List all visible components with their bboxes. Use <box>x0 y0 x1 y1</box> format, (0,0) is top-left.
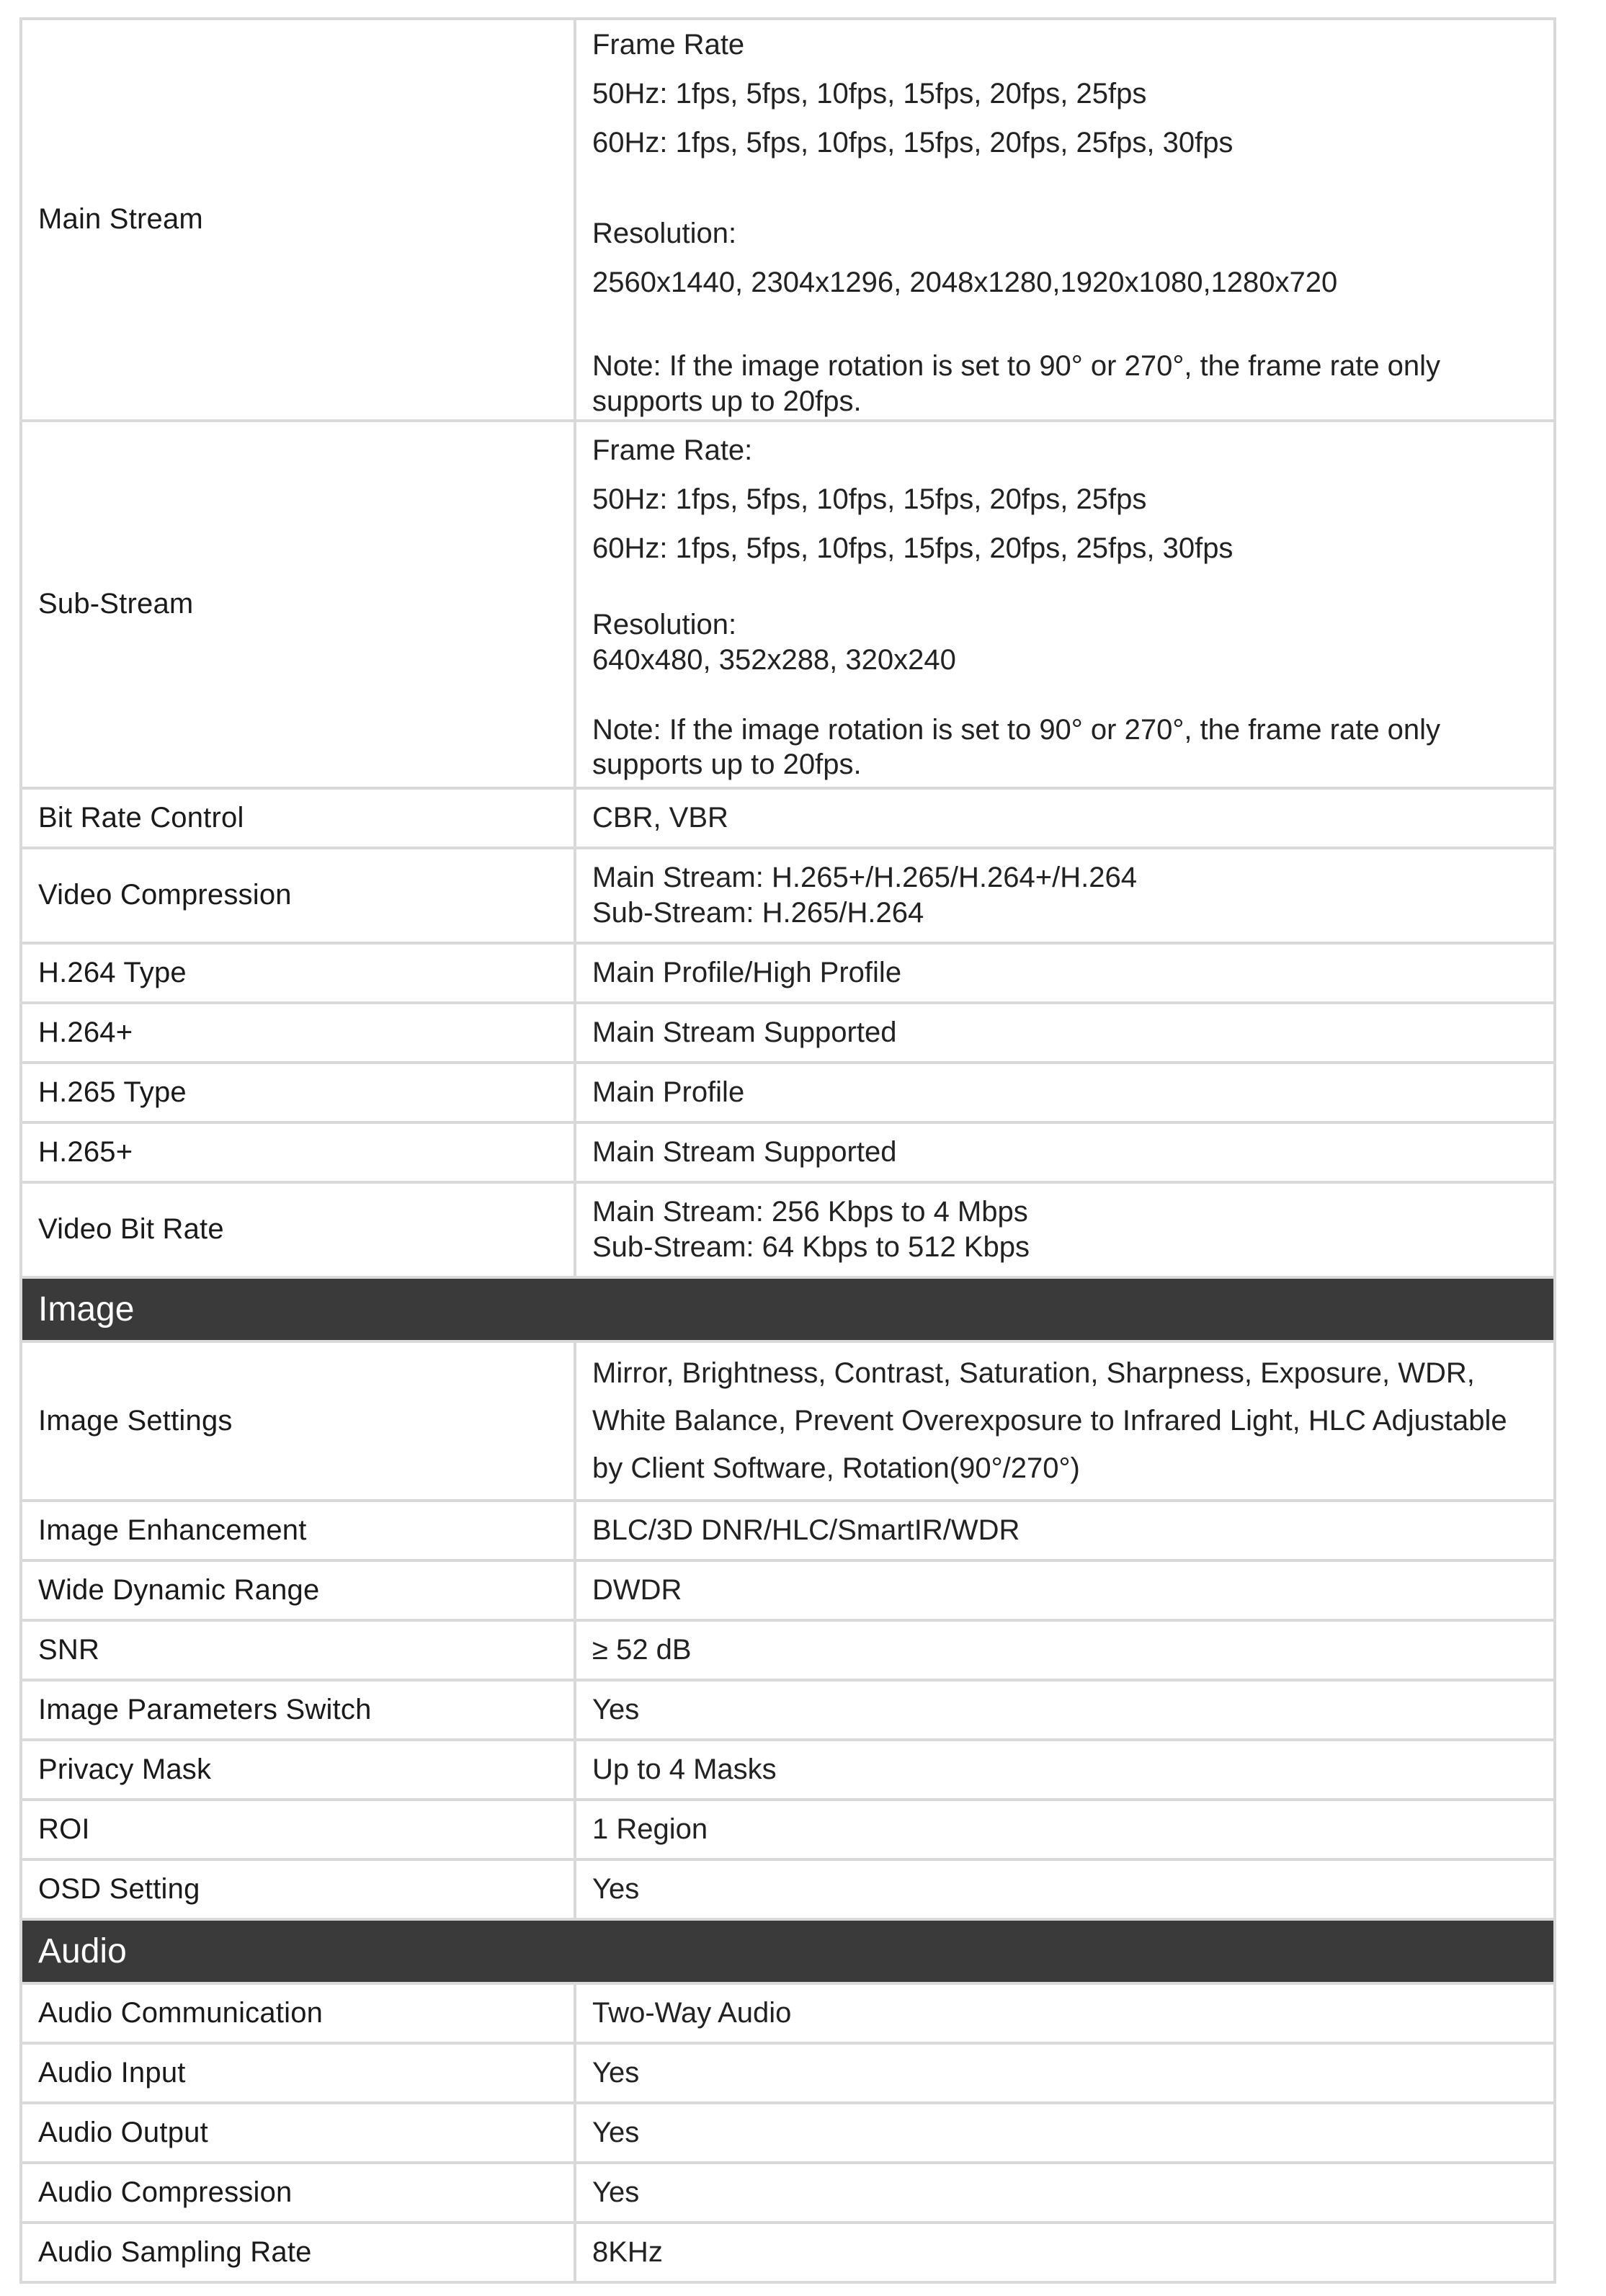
spec-value-line: Note: If the image rotation is set to 90° or 270°, the frame rate only <box>592 350 1441 382</box>
spec-value-line: Sub-Stream: 64 Kbps to 512 Kbps <box>592 1230 1030 1263</box>
section-header-audio <box>21 1919 1555 1983</box>
spec-row-bit-rate-control <box>21 788 1555 848</box>
spec-value: BLC/3D DNR/HLC/SmartIR/WDR <box>575 1501 1555 1560</box>
spec-value: Main Profile <box>575 1063 1555 1122</box>
spec-table <box>19 17 1556 2284</box>
spec-value-line: 2560x1440, 2304x1296, 2048x1280,1920x1080,1280x720 <box>592 267 1338 298</box>
spec-label: Image Settings <box>21 1341 575 1501</box>
spec-value-line: Note: If the image rotation is set to 90° or 270°, the frame rate only <box>592 713 1441 746</box>
spec-row-snr <box>21 1620 1555 1680</box>
spec-label: Sub-Stream <box>21 421 575 788</box>
spec-row-audio-sampling-rate <box>21 2223 1555 2282</box>
spec-label: SNR <box>21 1620 575 1680</box>
spec-value-line: 640x480, 352x288, 320x240 <box>592 643 956 676</box>
spec-label: Audio Communication <box>21 1983 575 2043</box>
spec-row-video-compression <box>21 848 1555 943</box>
spec-value-line: White Balance, Prevent Overexposure to Infrared Light, HLC Adjustable <box>592 1405 1507 1437</box>
spec-value-line: Main Stream: 256 Kbps to 4 Mbps <box>592 1195 1028 1228</box>
spec-value-line: 50Hz: 1fps, 5fps, 10fps, 15fps, 20fps, 25fps <box>592 78 1147 110</box>
spec-value-line: Resolution: <box>592 218 737 249</box>
spec-value: Up to 4 Masks <box>575 1740 1555 1800</box>
spec-value: Yes <box>575 2163 1555 2223</box>
spec-value <box>575 1182 1555 1277</box>
spec-value <box>575 1341 1555 1501</box>
spec-value-line: Mirror, Brightness, Contrast, Saturation, Sharpness, Exposure, WDR, <box>592 1357 1475 1390</box>
spec-value: ≥ 52 dB <box>575 1620 1555 1680</box>
spec-label: Privacy Mask <box>21 1740 575 1800</box>
spec-label: Audio Output <box>21 2103 575 2163</box>
spec-row-main-stream <box>21 19 1555 421</box>
spec-value-line: Frame Rate <box>592 29 745 61</box>
spec-label: OSD Setting <box>21 1859 575 1919</box>
spec-label: H.264+ <box>21 1003 575 1063</box>
section-title: Audio <box>21 1919 1555 1983</box>
spec-value <box>575 421 1555 788</box>
spec-row-sub-stream <box>21 421 1555 788</box>
spec-label: ROI <box>21 1800 575 1859</box>
spec-value-line: Sub-Stream: H.265/H.264 <box>592 896 924 929</box>
spec-row-privacy-mask <box>21 1740 1555 1800</box>
spec-label: Image Parameters Switch <box>21 1680 575 1740</box>
spec-value-line: 60Hz: 1fps, 5fps, 10fps, 15fps, 20fps, 25fps, 30fps <box>592 532 1234 564</box>
spec-label: Video Bit Rate <box>21 1182 575 1277</box>
spec-label: Image Enhancement <box>21 1501 575 1560</box>
spec-value <box>575 848 1555 943</box>
spec-label: Audio Sampling Rate <box>21 2223 575 2282</box>
spec-value: Yes <box>575 1859 1555 1919</box>
spec-value: CBR, VBR <box>575 788 1555 848</box>
spec-row-osd-setting <box>21 1859 1555 1919</box>
spec-row-wide-dynamic-range <box>21 1560 1555 1620</box>
spec-label: Audio Input <box>21 2043 575 2103</box>
spec-label: H.265 Type <box>21 1063 575 1122</box>
spec-value: 1 Region <box>575 1800 1555 1859</box>
spec-value: Yes <box>575 1680 1555 1740</box>
spec-row-image-parameters-switch <box>21 1680 1555 1740</box>
spec-label: Wide Dynamic Range <box>21 1560 575 1620</box>
spec-value-line: supports up to 20fps. <box>592 385 862 417</box>
spec-row-image-settings <box>21 1341 1555 1501</box>
spec-row-video-bit-rate <box>21 1182 1555 1277</box>
spec-row-roi <box>21 1800 1555 1859</box>
spec-label: Audio Compression <box>21 2163 575 2223</box>
spec-row-audio-input <box>21 2043 1555 2103</box>
spec-value-line: Main Stream: H.265+/H.265/H.264+/H.264 <box>592 861 1137 893</box>
section-header-image <box>21 1277 1555 1341</box>
spec-label: H.264 Type <box>21 943 575 1003</box>
spec-label: H.265+ <box>21 1122 575 1182</box>
spec-label: Video Compression <box>21 848 575 943</box>
spec-label: Bit Rate Control <box>21 788 575 848</box>
spec-label: Main Stream <box>21 19 575 421</box>
spec-value-line: 50Hz: 1fps, 5fps, 10fps, 15fps, 20fps, 25fps <box>592 483 1147 515</box>
spec-value <box>575 19 1555 421</box>
section-title: Image <box>21 1277 1555 1341</box>
spec-value: 8KHz <box>575 2223 1555 2282</box>
spec-value-line: Resolution: <box>592 609 737 640</box>
spec-value-line: Frame Rate: <box>592 434 753 466</box>
spec-value-line: by Client Software, Rotation(90°/270°) <box>592 1452 1080 1485</box>
spec-value: DWDR <box>575 1560 1555 1620</box>
spec-row-h264-plus <box>21 1003 1555 1063</box>
spec-value: Yes <box>575 2043 1555 2103</box>
spec-value: Two-Way Audio <box>575 1983 1555 2043</box>
spec-row-audio-output <box>21 2103 1555 2163</box>
spec-row-audio-compression <box>21 2163 1555 2223</box>
spec-value: Yes <box>575 2103 1555 2163</box>
spec-value: Main Stream Supported <box>575 1003 1555 1063</box>
spec-row-audio-communication <box>21 1983 1555 2043</box>
spec-value: Main Profile/High Profile <box>575 943 1555 1003</box>
spec-value: Main Stream Supported <box>575 1122 1555 1182</box>
spec-value-line: supports up to 20fps. <box>592 749 862 781</box>
spec-value-line: 60Hz: 1fps, 5fps, 10fps, 15fps, 20fps, 25fps, 30fps <box>592 127 1234 158</box>
spec-row-image-enhancement <box>21 1501 1555 1560</box>
spec-row-h265-type <box>21 1063 1555 1122</box>
spec-row-h264-type <box>21 943 1555 1003</box>
spec-row-h265-plus <box>21 1122 1555 1182</box>
